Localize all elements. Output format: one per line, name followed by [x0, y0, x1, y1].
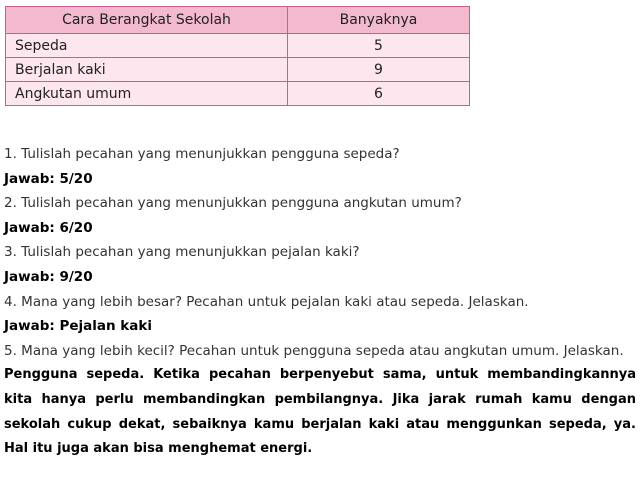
- answer-text: Jawab: Pejalan kaki: [4, 318, 153, 335]
- table-cell-label: Berjalan kaki: [6, 58, 288, 82]
- table-cell-value: 6: [288, 82, 470, 106]
- question-text: 5. Mana yang lebih kecil? Pecahan untuk pengguna sepeda atau angkutan umum. Jelaskan.: [4, 342, 624, 359]
- question-text: 3. Tulislah pecahan yang menunjukkan pejalan kaki?: [4, 244, 360, 261]
- table-row: [6, 34, 470, 58]
- answer-text: Pengguna sepeda. Ketika pecahan berpenyebut sama, untuk membandingkannya kita hanya perlu membandingkan pembilangnya. Jika jarak rumah kamu dengan sekolah cukup dekat, sebaiknya kamu berjalan kaki atau menggunkan sepeda, ya. Hal itu juga akan bisa menghemat energi.: [4, 367, 636, 457]
- column-header: Cara Berangkat Sekolah: [6, 7, 288, 34]
- table-cell-value: 9: [288, 58, 470, 82]
- answer-text: Jawab: 9/20: [4, 268, 93, 285]
- table-cell-label: Sepeda: [6, 34, 288, 58]
- table-cell-label: Angkutan umum: [6, 82, 288, 106]
- answer-text: Jawab: 6/20: [4, 219, 93, 236]
- question-text: 1. Tulislah pecahan yang menunjukkan pengguna sepeda?: [4, 146, 400, 162]
- question-text: 2. Tulislah pecahan yang menunjukkan pengguna angkutan umum?: [4, 195, 462, 212]
- question-text: 4. Mana yang lebih besar? Pecahan untuk pejalan kaki atau sepeda. Jelaskan.: [4, 293, 529, 310]
- table-row: [6, 82, 470, 106]
- question-answer-list: [4, 142, 636, 462]
- table-row: [6, 58, 470, 82]
- table-cell-value: 5: [288, 34, 470, 58]
- column-header: Banyaknya: [288, 7, 470, 34]
- table-header-row: [6, 7, 470, 34]
- answer-text: Jawab: 5/20: [4, 170, 93, 187]
- data-table: [5, 6, 470, 106]
